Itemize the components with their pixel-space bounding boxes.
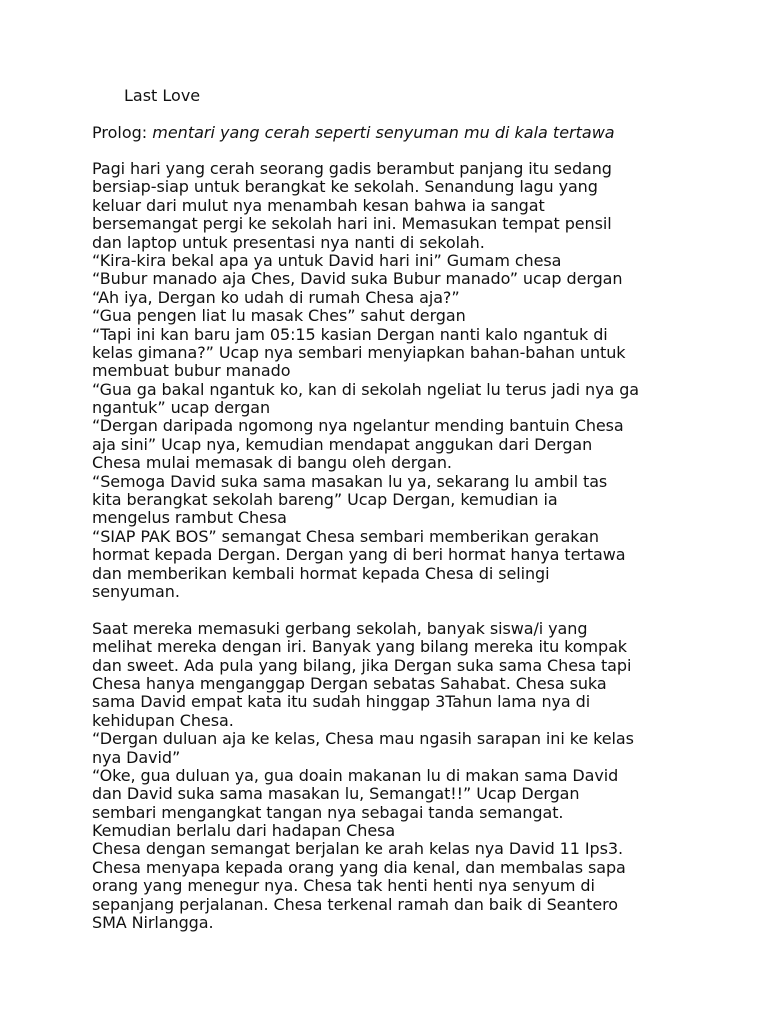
story-body: [92, 160, 692, 932]
prolog-label: Prolog:: [92, 123, 153, 142]
text-line: “Semoga David suka sama masakan lu ya, sekarang lu ambil tas: [92, 471, 608, 491]
text-line: nya David”: [92, 747, 181, 767]
paragraph-gap: [92, 601, 692, 619]
text-line: kelas gimana?” Ucap nya sembari menyiapkan bahan-bahan untuk: [92, 342, 626, 362]
text-line: “Gua ga bakal ngantuk ko, kan di sekolah ngeliat lu terus jadi nya ga: [92, 379, 639, 399]
text-line: aja sini” Ucap nya, kemudian mendapat anggukan dari Dergan: [92, 434, 593, 454]
text-line: melihat mereka dengan iri. Banyak yang bilang mereka itu kompak: [92, 637, 627, 657]
paragraph-2: [92, 620, 692, 933]
text-line: dan memberikan kembali hormat kepada Chesa di selingi: [92, 563, 550, 583]
text-line: “Tapi ini kan baru jam 05:15 kasian Dergan nanti kalo ngantuk di: [92, 324, 608, 344]
text-line: “Kira-kira bekal apa ya untuk David hari ini” Gumam chesa: [92, 250, 562, 270]
text-line: sembari mengangkat tangan nya sebagai tanda semangat.: [92, 802, 564, 822]
text-line: Kemudian berlalu dari hadapan Chesa: [92, 821, 396, 841]
text-line: dan David suka sama masakan lu, Semangat!!” Ucap Dergan: [92, 784, 580, 804]
text-line: senyuman.: [92, 581, 180, 601]
text-line: Chesa menyapa kepada orang yang dia kenal, dan membalas sapa: [92, 857, 626, 877]
text-line: “Ah iya, Dergan ko udah di rumah Chesa aja?”: [92, 287, 460, 307]
text-line: bersiap-siap untuk berangkat ke sekolah. Senandung lagu yang: [92, 177, 598, 197]
text-line: “SIAP PAK BOS” semangat Chesa sembari memberikan gerakan: [92, 526, 599, 546]
text-line: membuat bubur manado: [92, 361, 291, 381]
text-line: hormat kepada Dergan. Dergan yang di beri hormat hanya tertawa: [92, 545, 626, 565]
text-line: orang yang menegur nya. Chesa tak henti henti nya senyum di: [92, 876, 595, 896]
text-line: Chesa mulai memasak di bangu oleh dergan.: [92, 453, 452, 473]
text-line: sama David empat kata itu sudah hinggap 3Tahun lama nya di: [92, 692, 591, 712]
text-line: ngantuk” ucap dergan: [92, 398, 271, 418]
text-line: Chesa dengan semangat berjalan ke arah kelas nya David 11 Ips3.: [92, 839, 623, 859]
prolog-subtitle: mentari yang cerah seperti senyuman mu di kala tertawa: [152, 123, 615, 142]
text-line: sepanjang perjalanan. Chesa terkenal ramah dan baik di Seantero: [92, 894, 619, 914]
text-line: “Oke, gua duluan ya, gua doain makanan lu di makan sama David: [92, 765, 619, 785]
text-line: Chesa hanya menganggap Dergan sebatas Sahabat. Chesa suka: [92, 673, 607, 693]
text-line: “Dergan duluan aja ke kelas, Chesa mau ngasih sarapan ini ke kelas: [92, 729, 634, 749]
prolog-heading: [92, 123, 615, 143]
text-line: kita berangkat sekolah bareng” Ucap Dergan, kemudian ia: [92, 490, 558, 510]
text-line: dan laptop untuk presentasi nya nanti di sekolah.: [92, 232, 485, 252]
text-line: “Gua pengen liat lu masak Ches” sahut dergan: [92, 306, 466, 326]
text-line: bersemangat pergi ke sekolah hari ini. Memasukan tempat pensil: [92, 214, 612, 234]
text-line: “Dergan daripada ngomong nya ngelantur mending bantuin Chesa: [92, 416, 624, 436]
text-line: Pagi hari yang cerah seorang gadis berambut panjang itu sedang: [92, 159, 612, 178]
document-title: Last Love: [124, 86, 201, 105]
text-line: “Bubur manado aja Ches, David suka Bubur manado” ucap dergan: [92, 269, 623, 289]
text-line: Saat mereka memasuki gerbang sekolah, banyak siswa/i yang: [92, 618, 588, 638]
text-line: mengelus rambut Chesa: [92, 508, 287, 528]
text-line: kehidupan Chesa.: [92, 710, 234, 730]
text-line: keluar dari mulut nya menambah kesan bahwa ia sangat: [92, 195, 545, 215]
text-line: SMA Nirlangga.: [92, 913, 214, 933]
text-line: dan sweet. Ada pula yang bilang, jika Dergan suka sama Chesa tapi: [92, 655, 632, 675]
paragraph-1: [92, 160, 692, 601]
